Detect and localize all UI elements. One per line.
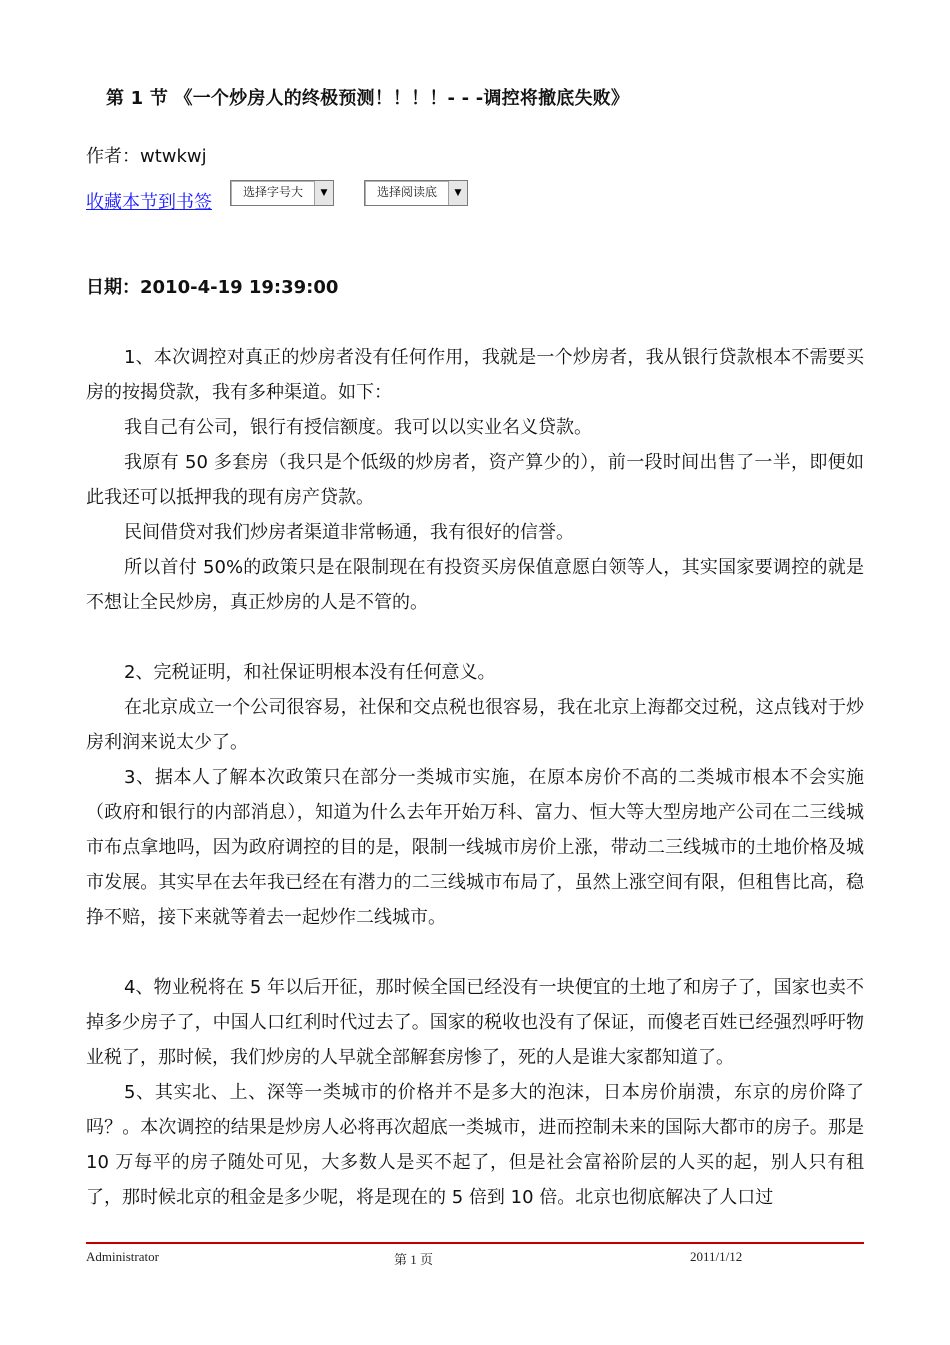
- article-body: [86, 340, 864, 1215]
- footer-divider: [86, 1242, 864, 1244]
- author-line: 作者：wtwkwj: [86, 146, 207, 167]
- paragraph: 所以首付 50%的政策只是在限制现在有投资买房保值意愿白领等人，其实国家要调控的就是不想让全民炒房，真正炒房的人是不管的。: [86, 557, 864, 613]
- font-size-select[interactable]: [230, 180, 334, 206]
- paragraph: 5、其实北、上、深等一类城市的价格并不是多大的泡沫，日本房价崩溃，东京的房价降了吗？。本次调控的结果是炒房人必将再次超底一类城市，进而控制未来的国际大都市的房子。那是 10 万每平的房子随处可见，大多数人是买不起了，但是社会富裕阶层的人买的起，别人只有租了，那时候北京的租金是多少呢，将是现在的 5 倍到 10 倍。北京也彻底解决了人口过: [86, 1082, 864, 1208]
- background-select-value: 选择阅读底: [377, 185, 438, 199]
- chevron-down-icon[interactable]: ▼: [314, 181, 333, 205]
- bookmark-link[interactable]: 收藏本节到书签: [86, 192, 212, 213]
- paragraph: 我自己有公司，银行有授信额度。我可以以实业名义贷款。: [124, 417, 592, 438]
- background-select[interactable]: [364, 180, 468, 206]
- post-date: 日期：2010-4-19 19:39:00: [86, 277, 339, 298]
- chevron-down-icon[interactable]: ▼: [448, 181, 467, 205]
- footer-page-number: 第 1 页: [394, 1252, 434, 1267]
- paragraph: 我原有 50 多套房（我只是个低级的炒房者，资产算少的），前一段时间出售了一半，即便如此我还可以抵押我的现有房产贷款。: [86, 452, 864, 508]
- paragraph: 民间借贷对我们炒房者渠道非常畅通，我有很好的信誉。: [124, 522, 574, 543]
- chapter-title: 第 1 节 《一个炒房人的终极预测！！！！- - -调控将撤底失败》: [106, 88, 630, 109]
- footer-date: 2011/1/12: [690, 1249, 743, 1264]
- font-size-select-value: 选择字号大: [243, 185, 304, 199]
- paragraph: 4、物业税将在 5 年以后开征，那时候全国已经没有一块便宜的土地了和房子了，国家也卖不掉多少房子了，中国人口红利时代过去了。国家的税收也没有了保证，而傻老百姓已经强烈呼吁物业税了，那时候，我们炒房的人早就全部解套房惨了，死的人是谁大家都知道了。: [86, 977, 864, 1068]
- paragraph: 3、据本人了解本次政策只在部分一类城市实施，在原本房价不高的二类城市根本不会实施（政府和银行的内部消息），知道为什么去年开始万科、富力、恒大等大型房地产公司在二三线城市布点拿地吗，因为政府调控的目的是，限制一线城市房价上涨，带动二三线城市的土地价格及城市发展。其实早在去年我已经在有潜力的二三线城市布局了，虽然上涨空间有限，但租售比高，稳挣不赔，接下来就等着去一起炒作二线城市。: [86, 767, 864, 928]
- paragraph: 在北京成立一个公司很容易，社保和交点税也很容易，我在北京上海都交过税，这点钱对于炒房利润来说太少了。: [86, 697, 864, 753]
- paragraph: 1、本次调控对真正的炒房者没有任何作用，我就是一个炒房者，我从银行贷款根本不需要买房的按揭贷款，我有多种渠道。如下：: [86, 347, 864, 403]
- paragraph: 2、完税证明，和社保证明根本没有任何意义。: [124, 662, 496, 683]
- footer-author: Administrator: [86, 1249, 159, 1264]
